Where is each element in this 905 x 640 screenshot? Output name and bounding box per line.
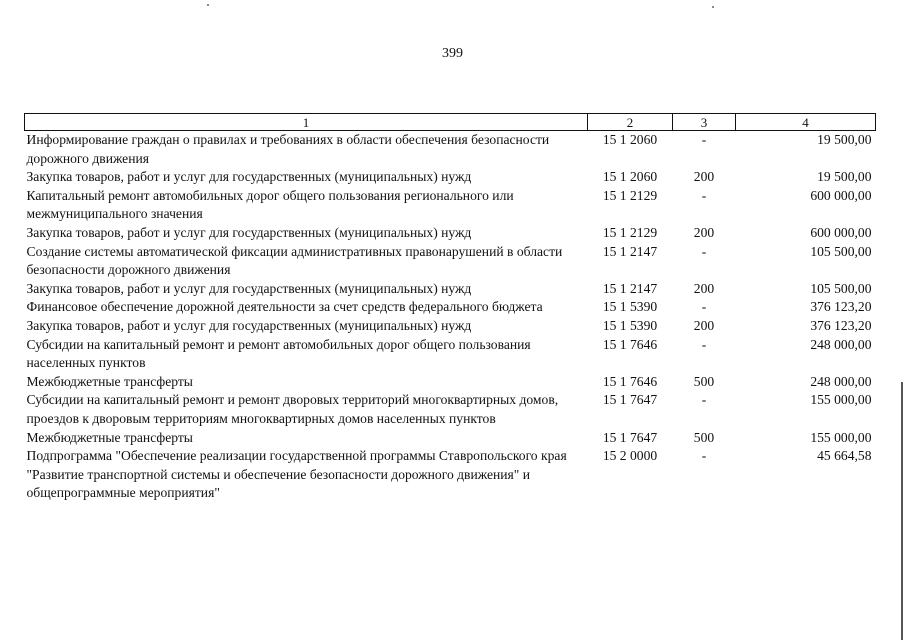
table-row (25, 429, 876, 448)
table-row (25, 391, 876, 428)
header-col-type: 3 (673, 114, 736, 131)
row-code: 15 1 2060 (602, 169, 658, 185)
row-type: - (701, 448, 707, 464)
row-type: 200 (693, 280, 715, 296)
row-sum: 248 000,00 (810, 373, 872, 389)
table-row (25, 373, 876, 392)
row-type: 200 (693, 317, 715, 333)
table-row (25, 317, 876, 336)
row-name: Закупка товаров, работ и услуг для государственных (муниципальных) нужд (26, 317, 472, 333)
row-code: 15 1 7646 (602, 373, 658, 389)
row-sum: 105 500,00 (810, 280, 872, 296)
row-code: 15 2 0000 (602, 448, 658, 464)
row-name: Информирование граждан о правилах и требованиях в области обеспечения безопасности дорожного движения (26, 132, 550, 166)
table-header-row (25, 114, 876, 131)
row-name: Финансовое обеспечение дорожной деятельности за счет средств федерального бюджета (26, 299, 543, 315)
row-type: - (701, 132, 707, 147)
row-code: 15 1 2129 (602, 224, 658, 240)
scan-speck (207, 4, 209, 6)
row-type: - (701, 187, 707, 203)
row-code: 15 1 5390 (602, 299, 658, 315)
header-col-name: 1 (25, 114, 588, 131)
row-type: - (701, 299, 707, 315)
row-type: 200 (693, 224, 715, 240)
row-sum: 600 000,00 (810, 187, 872, 203)
row-name: Межбюджетные трансферты (26, 373, 193, 389)
row-code: 15 1 7646 (602, 336, 658, 352)
table-row (25, 243, 876, 280)
row-code: 15 1 5390 (602, 317, 658, 333)
page-number: 399 (442, 46, 463, 61)
row-sum: 376 123,20 (810, 317, 872, 333)
row-sum: 105 500,00 (810, 243, 872, 259)
row-code: 15 1 2129 (602, 187, 658, 203)
scan-speck (712, 6, 714, 8)
row-name: Закупка товаров, работ и услуг для государственных (муниципальных) нужд (26, 280, 472, 296)
row-name: Закупка товаров, работ и услуг для государственных (муниципальных) нужд (26, 169, 472, 185)
row-type: 500 (693, 373, 715, 389)
row-sum: 155 000,00 (810, 429, 872, 445)
row-name: Создание системы автоматической фиксации административных правонарушений в области безопасности дорожного движения (26, 243, 563, 278)
table-row (25, 131, 876, 169)
row-code: 15 1 2147 (602, 243, 658, 259)
row-name: Межбюджетные трансферты (26, 429, 193, 445)
row-type: - (701, 243, 707, 259)
row-name: Капитальный ремонт автомобильных дорог общего пользования регионального или межмуниципального значения (26, 187, 514, 222)
row-sum: 45 664,58 (817, 448, 872, 464)
row-code: 15 1 2147 (602, 280, 658, 296)
header-col-sum: 4 (736, 114, 876, 131)
row-name: Закупка товаров, работ и услуг для государственных (муниципальных) нужд (26, 224, 472, 240)
row-code: 15 1 7647 (602, 429, 658, 445)
row-name: Субсидии на капитальный ремонт и ремонт дворовых территорий многоквартирных домов, проездов к дворовым территориям многоквартирных домов населенных пунктов (26, 392, 559, 426)
header-col-code: 2 (588, 114, 673, 131)
row-code: 15 1 7647 (602, 392, 658, 408)
row-type: 500 (693, 429, 715, 445)
scan-edge-line (901, 382, 903, 640)
table-row (25, 280, 876, 299)
row-sum: 19 500,00 (817, 169, 872, 185)
table-row (25, 447, 876, 503)
row-sum: 600 000,00 (810, 224, 872, 240)
table-row (25, 224, 876, 243)
row-name: Подпрограмма "Обеспечение реализации государственной программы Ставропольского края "Развитие транспортной системы и обеспечение безопасности дорожного движения" и общепрограммные мероприятия" (26, 448, 567, 501)
row-type: - (701, 392, 707, 408)
budget-table (24, 113, 876, 503)
row-name: Субсидии на капитальный ремонт и ремонт автомобильных дорог общего пользования населенных пунктов (26, 336, 531, 371)
table-row (25, 187, 876, 224)
table-row (25, 168, 876, 187)
row-sum: 19 500,00 (817, 132, 872, 147)
row-sum: 155 000,00 (810, 392, 872, 408)
row-sum: 376 123,20 (810, 299, 872, 315)
row-type: - (701, 336, 707, 352)
table-row (25, 298, 876, 317)
row-sum: 248 000,00 (810, 336, 872, 352)
row-code: 15 1 2060 (602, 132, 658, 147)
row-type: 200 (693, 169, 715, 185)
table-row (25, 336, 876, 373)
